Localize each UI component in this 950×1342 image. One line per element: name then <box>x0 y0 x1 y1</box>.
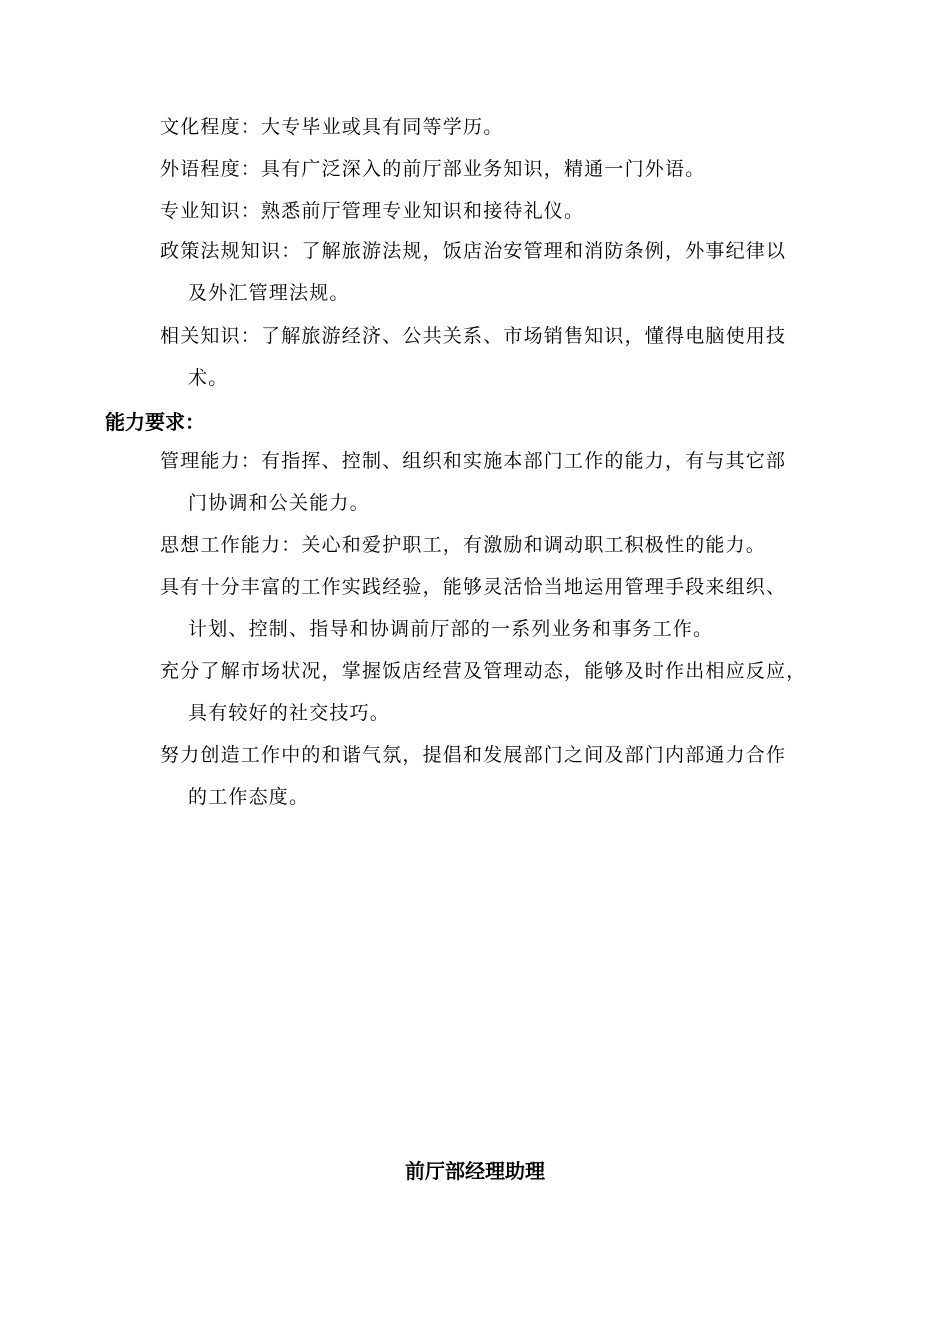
experience-text-line2: 计划、控制、指导和协调前厅部的一系列业务和事务工作。 <box>188 618 714 640</box>
management-text-line1: 管理能力：有指挥、控制、组织和实施本部门工作的能力，有与其它部 <box>160 450 787 472</box>
ideological-text: 思想工作能力：关心和爱护职工，有激励和调动职工积极性的能力。 <box>160 534 767 556</box>
harmony-requirement <box>160 734 850 818</box>
harmony-text-line2: 的工作态度。 <box>188 786 310 808</box>
education-requirement <box>160 106 850 148</box>
language-requirement <box>160 148 850 190</box>
experience-text-line1: 具有十分丰富的工作实践经验，能够灵活恰当地运用管理手段来组织、 <box>160 576 787 598</box>
market-text-line2: 具有较好的社交技巧。 <box>188 702 391 724</box>
market-text-line1: 充分了解市场状况，掌握饭店经营及管理动态，能够及时作出相应反应， <box>160 660 807 682</box>
harmony-text-line1: 努力创造工作中的和谐气氛，提倡和发展部门之间及部门内部通力合作 <box>160 744 787 766</box>
related-text-line1: 相关知识：了解旅游经济、公共关系、市场销售知识，懂得电脑使用技 <box>160 325 787 347</box>
language-text: 外语程度：具有广泛深入的前厅部业务知识，精通一门外语。 <box>160 158 706 180</box>
professional-text: 专业知识：熟悉前厅管理专业知识和接待礼仪。 <box>160 200 585 222</box>
professional-knowledge <box>160 190 850 232</box>
policy-text-line1: 政策法规知识：了解旅游法规，饭店治安管理和消防条例，外事纪律以 <box>160 240 787 262</box>
education-text: 文化程度：大专毕业或具有同等学历。 <box>160 116 504 138</box>
market-requirement <box>160 650 850 734</box>
management-ability <box>160 440 850 524</box>
experience-requirement <box>160 566 850 650</box>
ability-heading: 能力要求： <box>105 410 205 434</box>
related-text-line2: 术。 <box>188 367 229 389</box>
policy-text-line2: 及外汇管理法规。 <box>188 282 350 304</box>
management-text-line2: 门协调和公关能力。 <box>188 492 370 514</box>
related-knowledge <box>160 315 850 399</box>
section-title: 前厅部经理助理 <box>405 1159 545 1183</box>
policy-knowledge <box>160 230 850 314</box>
ideological-ability <box>160 524 850 566</box>
